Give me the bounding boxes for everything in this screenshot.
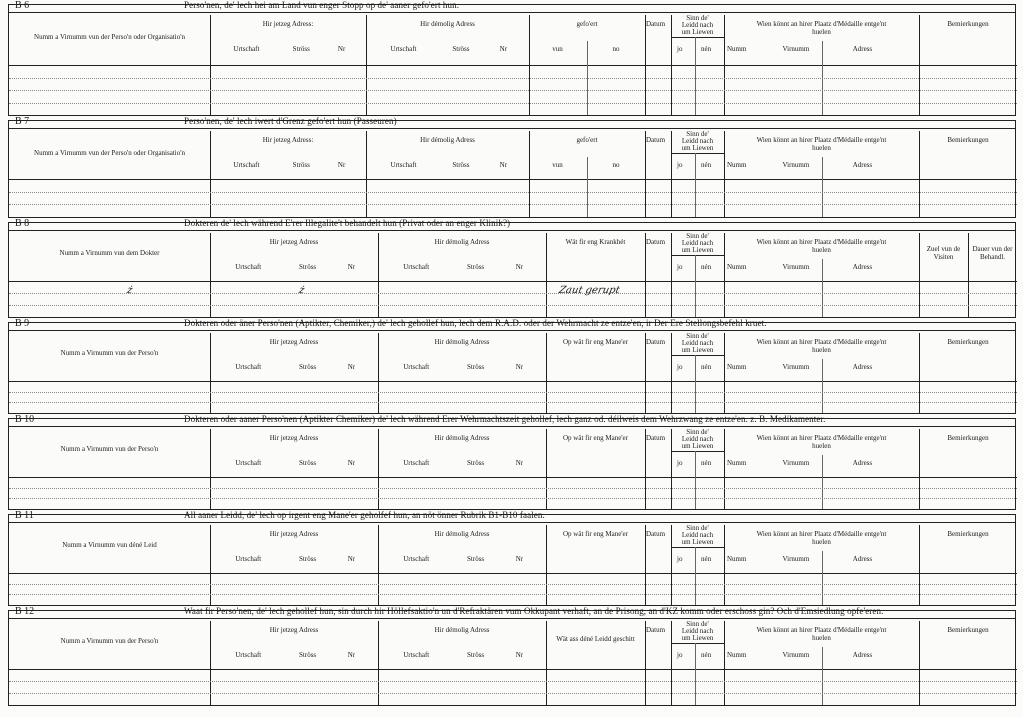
medal-address-header: Adress — [852, 161, 873, 169]
meaning-header-2: Leidd nach — [681, 21, 714, 29]
dotted-line — [9, 103, 1017, 104]
no-header: nén — [701, 45, 712, 53]
column-rule — [695, 255, 696, 317]
number-header: Nr — [347, 555, 356, 563]
yes-header: jo — [677, 363, 683, 371]
section-code: B 12 — [15, 606, 35, 617]
section-code: B 11 — [15, 510, 34, 521]
section-code: B 10 — [15, 414, 35, 425]
handwritten-illness: Zaut gerupt — [557, 285, 621, 296]
section-title: Perso'nen, de' lech hei am Land vun enger Stopp op de' aaner gefo'ert hun. — [184, 0, 460, 10]
street-header: Ströss — [299, 459, 317, 467]
dotted-line — [9, 498, 1017, 499]
former-address-header: Hir démolig Adress — [434, 238, 490, 246]
meaning-header-1: Sinn de' — [686, 130, 709, 138]
row-rule — [9, 477, 1017, 478]
medal-header: Wien könnt an hirer Plaatz d'Médaille entge'nt huelen — [756, 136, 887, 152]
row-rule — [671, 643, 724, 644]
number-header: Nr — [515, 651, 524, 659]
section-title: Dokteren oder äner Perso'nen (Aptikter, Chemiker,) de' lech gehollef hun, lech dem R.A.D. oder der Wehrmacht ze entze'en, ir Der Ere Stellongsbefehl kruet. — [184, 318, 767, 328]
manner-header: Op wät fir eng Mane'er — [562, 530, 628, 538]
dotted-line — [9, 693, 1017, 694]
medal-address-header: Adress — [852, 45, 873, 53]
medal-firstname-header: Virnumm — [782, 161, 810, 169]
meaning-header-3: um Liewen — [681, 442, 714, 450]
column-rule — [822, 551, 823, 605]
medal-address-header: Adress — [852, 459, 873, 467]
row-rule — [9, 573, 1017, 574]
section-code: B 9 — [15, 318, 30, 329]
medal-name-header: Numm — [727, 363, 747, 371]
medal-firstname-header: Virnumm — [782, 651, 810, 659]
no-header: nén — [701, 161, 712, 169]
dotted-line — [9, 305, 1017, 306]
row-rule — [671, 37, 724, 38]
column-rule — [645, 15, 646, 115]
row-rule — [9, 281, 1017, 282]
former-address-header: Hir démolig Adress — [420, 136, 475, 144]
street-header: Ströss — [299, 263, 317, 271]
from-header: vun — [552, 161, 563, 169]
column-rule — [919, 15, 920, 115]
column-rule — [366, 15, 367, 115]
dotted-line — [9, 584, 1017, 585]
medal-firstname-header: Virnumm — [782, 263, 810, 271]
no-header: nén — [701, 651, 712, 659]
street-header: Ströss — [299, 555, 317, 563]
remarks-header: Bemierkungen — [947, 530, 989, 538]
meaning-header-2: Leidd nach — [681, 239, 714, 247]
meaning-header-3: um Liewen — [681, 346, 714, 354]
medal-name-header: Numm — [727, 161, 747, 169]
medal-header: Wien könnt an hirer Plaatz d'Médaille entge'nt huelen — [756, 530, 887, 546]
column-rule — [724, 333, 725, 413]
row-rule — [671, 547, 724, 548]
name-column-header: Numm a Virnumm vun der Perso'n oder Organisatio'n — [34, 33, 185, 41]
visits-header: Zuel vun de Visiten — [926, 245, 961, 261]
column-rule — [695, 153, 696, 217]
meaning-header-3: um Liewen — [681, 144, 714, 152]
section-title: Dokteren de' lech während E'rer Illegalite't behandelt hun (Privat oder an enger Klinik?) — [184, 218, 511, 228]
remarks-header: Bemierkungen — [947, 136, 989, 144]
date-header: Datum — [646, 136, 666, 144]
manner-header: Op wät fir eng Mane'er — [562, 434, 628, 442]
number-header: Nr — [337, 45, 346, 53]
section-title: Perso'nen, de' lech iwert d'Grenz gefo'ert hun (Passeuren) — [184, 116, 397, 126]
form-section-b6 — [8, 0, 1016, 116]
row-rule — [671, 255, 724, 256]
street-header: Ströss — [467, 651, 485, 659]
number-header: Nr — [337, 161, 346, 169]
meaning-header-3: um Liewen — [681, 538, 714, 546]
form-section-b10 — [8, 414, 1016, 510]
meaning-header-1: Sinn de' — [686, 524, 709, 532]
form-section-b9 — [8, 318, 1016, 414]
medal-firstname-header: Virnumm — [782, 45, 810, 53]
column-rule — [724, 525, 725, 605]
locality-header: Urtschaft — [403, 459, 430, 467]
street-header: Ströss — [452, 45, 470, 53]
medal-header: Wien könnt an hirer Plaatz d'Médaille entge'nt huelen — [756, 238, 887, 254]
current-address-header: Hir jetzeg Adress — [269, 530, 319, 538]
column-rule — [822, 647, 823, 705]
yes-header: jo — [677, 651, 683, 659]
medal-address-header: Adress — [852, 555, 873, 563]
date-header: Datum — [646, 530, 666, 538]
form-section-b12 — [8, 606, 1016, 706]
meaning-header-3: um Liewen — [681, 634, 714, 642]
number-header: Nr — [499, 45, 508, 53]
section-code: B 6 — [15, 0, 30, 11]
dotted-line — [9, 488, 1017, 489]
form-section-b8 — [8, 218, 1016, 318]
row-rule — [9, 179, 1017, 180]
to-header: no — [612, 161, 620, 169]
column-rule — [695, 355, 696, 413]
yes-header: jo — [677, 161, 683, 169]
meaning-header-1: Sinn de' — [686, 620, 709, 628]
dotted-line — [9, 293, 1017, 294]
number-header: Nr — [347, 651, 356, 659]
escorted-header: gefo'ert — [576, 136, 598, 144]
row-rule — [9, 669, 1017, 670]
meaning-header-2: Leidd nach — [681, 137, 714, 145]
medal-header: Wien könnt an hirer Plaatz d'Médaille entge'nt huelen — [756, 626, 887, 642]
current-address-header: Hir jetzeg Adress — [269, 338, 319, 346]
locality-header: Urtschaft — [235, 263, 262, 271]
remarks-header: Bemierkungen — [947, 626, 989, 634]
form-section-b7 — [8, 116, 1016, 218]
yes-header: jo — [677, 45, 683, 53]
dotted-line — [9, 192, 1017, 193]
street-header: Ströss — [299, 363, 317, 371]
date-header: Datum — [646, 20, 666, 28]
remarks-header: Bemierkungen — [947, 20, 989, 28]
locality-header: Urtschaft — [235, 555, 262, 563]
number-header: Nr — [347, 263, 356, 271]
section-code: B 8 — [15, 218, 30, 229]
column-rule — [695, 451, 696, 509]
medal-header: Wien könnt an hirer Plaatz d'Médaille entge'nt huelen — [756, 338, 887, 354]
name-column-header: Numm a Virnumm vun der Perso'n oder Organisatio'n — [34, 149, 185, 157]
to-header: no — [612, 45, 620, 53]
number-header: Nr — [515, 363, 524, 371]
meaning-header-1: Sinn de' — [686, 428, 709, 436]
medal-name-header: Numm — [727, 651, 747, 659]
section-title: All aaner Leidd, de' lech op irgent eng Mane'er geholfef hun, an nöt önner Rubrik B1-B10 faalen. — [184, 510, 545, 520]
date-header: Datum — [646, 238, 666, 246]
name-column-header: Numm a Virnumm vun der Perso'n — [60, 349, 159, 357]
locality-header: Urtschaft — [233, 45, 260, 53]
no-header: nén — [701, 263, 712, 271]
column-rule — [724, 429, 725, 509]
number-header: Nr — [515, 459, 524, 467]
no-header: nén — [701, 555, 712, 563]
row-rule — [671, 451, 724, 452]
medal-name-header: Numm — [727, 263, 747, 271]
number-header: Nr — [515, 263, 524, 271]
no-header: nén — [701, 459, 712, 467]
street-header: Ströss — [299, 651, 317, 659]
column-rule — [822, 359, 823, 413]
street-header: Ströss — [467, 263, 485, 271]
locality-header: Urtschaft — [403, 555, 430, 563]
former-address-header: Hir démolig Adress — [420, 20, 475, 28]
date-header: Datum — [646, 338, 666, 346]
meaning-header-3: um Liewen — [681, 246, 714, 254]
locality-header: Urtschaft — [403, 363, 430, 371]
row-rule — [671, 355, 724, 356]
column-rule — [822, 455, 823, 509]
remarks-header: Bemierkungen — [947, 338, 989, 346]
meaning-header-3: um Liewen — [681, 28, 714, 36]
illness-header: Wät fir eng Krankhét — [565, 238, 626, 246]
locality-header: Urtschaft — [235, 363, 262, 371]
meaning-header-1: Sinn de' — [686, 14, 709, 22]
dotted-line — [9, 204, 1017, 205]
name-column-header: Numm a Virnumm vun déné Leid — [62, 541, 157, 549]
former-address-header: Hir démolig Adress — [434, 530, 490, 538]
duration-header: Dauer vun der Behandl. — [972, 245, 1013, 261]
yes-header: jo — [677, 555, 683, 563]
locality-header: Urtschaft — [403, 651, 430, 659]
row-rule — [9, 381, 1017, 382]
column-rule — [695, 643, 696, 705]
column-rule — [822, 259, 823, 317]
street-header: Ströss — [292, 161, 310, 169]
row-rule — [671, 153, 724, 154]
medal-firstname-header: Virnumm — [782, 555, 810, 563]
column-rule — [724, 15, 725, 115]
no-header: nén — [701, 363, 712, 371]
locality-header: Urtschaft — [235, 459, 262, 467]
meaning-header-1: Sinn de' — [686, 332, 709, 340]
yes-header: jo — [677, 263, 683, 271]
name-column-header: Numm a Virnumm vun der Perso'n — [60, 445, 159, 453]
meaning-header-2: Leidd nach — [681, 627, 714, 635]
medal-firstname-header: Virnumm — [782, 459, 810, 467]
medal-name-header: Numm — [727, 45, 747, 53]
handwritten-name: ż — [125, 285, 134, 296]
medal-address-header: Adress — [852, 363, 873, 371]
column-rule — [695, 547, 696, 605]
escorted-header: gefo'ert — [576, 20, 598, 28]
dotted-line — [9, 90, 1017, 91]
meaning-header-2: Leidd nach — [681, 531, 714, 539]
former-address-header: Hir démolig Adress — [434, 338, 490, 346]
meaning-header-1: Sinn de' — [686, 232, 709, 240]
column-rule — [210, 15, 211, 115]
name-column-header: Numm a Virnumm vun der Perso'n — [60, 637, 159, 645]
remarks-header: Bemierkungen — [947, 434, 989, 442]
from-header: vun — [552, 45, 563, 53]
section-code: B 7 — [15, 116, 30, 127]
street-header: Ströss — [467, 459, 485, 467]
number-header: Nr — [515, 555, 524, 563]
meaning-header-2: Leidd nach — [681, 435, 714, 443]
number-header: Nr — [499, 161, 508, 169]
medal-firstname-header: Virnumm — [782, 363, 810, 371]
manner-header: Op wät fir eng Mane'er — [562, 338, 628, 346]
dotted-line — [9, 681, 1017, 682]
medal-name-header: Numm — [727, 555, 747, 563]
harm-header: Wät ass déné Leidd geschitt — [556, 635, 635, 643]
column-rule — [529, 15, 530, 115]
number-header: Nr — [347, 459, 356, 467]
column-rule — [822, 157, 823, 217]
current-address-header: Hir jetzeg Adress — [269, 238, 319, 246]
street-header: Ströss — [292, 45, 310, 53]
locality-header: Urtschaft — [233, 161, 260, 169]
current-address-header: Hir jetzeg Adress — [269, 626, 319, 634]
row-rule — [9, 65, 1017, 66]
column-rule — [587, 157, 588, 217]
current-address-header: Hir jetzeg Adress: — [262, 20, 314, 28]
medal-header: Wien könnt an hirer Plaatz d'Médaille entge'nt huelen — [756, 434, 887, 450]
name-column-header: Numm a Virnumm vun dem Dokter — [59, 249, 160, 257]
number-header: Nr — [347, 363, 356, 371]
locality-header: Urtschaft — [390, 161, 417, 169]
section-title: Waat fir Perso'nen, de' lech gehollef hun, sin durch hir Höllefsaktio'n un d'Refraktären vum Okkupant verhaft, an de Prisong, an d'KZ komm oder erschoss gin? Och d'Emsiedlung opfe'eren. — [184, 606, 884, 616]
street-header: Ströss — [467, 555, 485, 563]
date-header: Datum — [646, 434, 666, 442]
dotted-line — [9, 594, 1017, 595]
street-header: Ströss — [467, 363, 485, 371]
current-address-header: Hir jetzeg Adress: — [262, 136, 314, 144]
former-address-header: Hir démolig Adress — [434, 434, 490, 442]
medal-name-header: Numm — [727, 459, 747, 467]
section-title: Dokteren oder aaner Perso'nen (Aptikter Chemiker) de' lech während Erer Wehrmachtszeit gehollef, lech ganz od. déilweis dem Wehrzwang ze entze'en. z. B. Medikamenter. — [184, 414, 826, 424]
street-header: Ströss — [452, 161, 470, 169]
locality-header: Urtschaft — [235, 651, 262, 659]
yes-header: jo — [677, 459, 683, 467]
form-section-b11 — [8, 510, 1016, 606]
dotted-line — [9, 402, 1017, 403]
former-address-header: Hir démolig Adress — [434, 626, 490, 634]
medal-address-header: Adress — [852, 263, 873, 271]
current-address-header: Hir jetzeg Adress — [269, 434, 319, 442]
medal-header: Wien könnt an hirer Plaatz d'Médaille entge'nt huelen — [756, 20, 887, 36]
date-header: Datum — [646, 626, 666, 634]
medal-address-header: Adress — [852, 651, 873, 659]
locality-header: Urtschaft — [390, 45, 417, 53]
meaning-header-2: Leidd nach — [681, 339, 714, 347]
dotted-line — [9, 392, 1017, 393]
dotted-line — [9, 78, 1017, 79]
locality-header: Urtschaft — [403, 263, 430, 271]
handwritten-address: ż — [297, 285, 306, 296]
